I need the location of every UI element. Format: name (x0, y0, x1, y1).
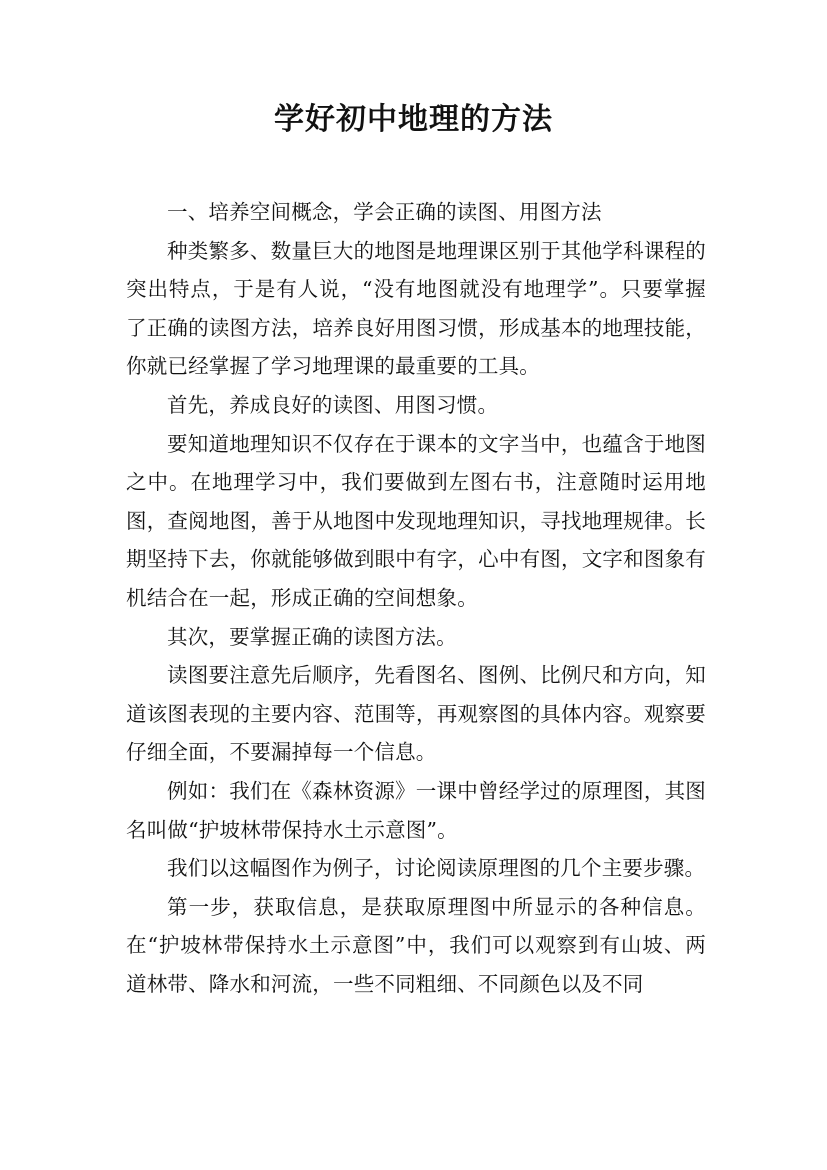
paragraph: 我们以这幅图作为例子，讨论阅读原理图的几个主要步骤。 (167, 856, 706, 881)
paragraph: 第一步，获取信息，是获取原理图中所显示的各种信息。在“护坡林带保持水土示意图”中，我们可以观察到有山坡、两道林带、降水和河流，一些不同粗细、不同颜色以及不同 (126, 894, 706, 996)
paragraph: 首先，养成良好的读图、用图习惯。 (167, 392, 499, 417)
paragraph: 读图要注意先后顺序，先看图名、图例、比例尺和方向，知道该图表现的主要内容、范围等，再观察图的具体内容。观察要仔细全面，不要漏掉每一个信息。 (126, 663, 706, 765)
paragraph: 种类繁多、数量巨大的地图是地理课区别于其他学科课程的突出特点，于是有人说，“没有地图就没有地理学”。只要掌握了正确的读图方法，培养良好用图习惯，形成基本的地理技能，你就已经掌握了学习地理课的最重要的工具。 (126, 238, 706, 379)
page-title: 学好初中地理的方法 (274, 102, 553, 137)
paragraph: 例如：我们在《森林资源》一课中曾经学过的原理图，其图名叫做“护坡林带保持水土示意图”。 (126, 778, 706, 842)
document-body (126, 193, 706, 1003)
paragraph: 其次，要掌握正确的读图方法。 (167, 624, 457, 649)
paragraph: 要知道地理知识不仅存在于课本的文字当中，也蕴含于地图之中。在地理学习中，我们要做到左图右书，注意随时运用地图，查阅地图，善于从地图中发现地理知识，寻找地理规律。长期坚持下去，你就能够做到眼中有字，心中有图，文字和图象有机结合在一起，形成正确的空间想象。 (126, 431, 706, 610)
section-heading: 一、培养空间概念，学会正确的读图、用图方法 (167, 200, 602, 224)
